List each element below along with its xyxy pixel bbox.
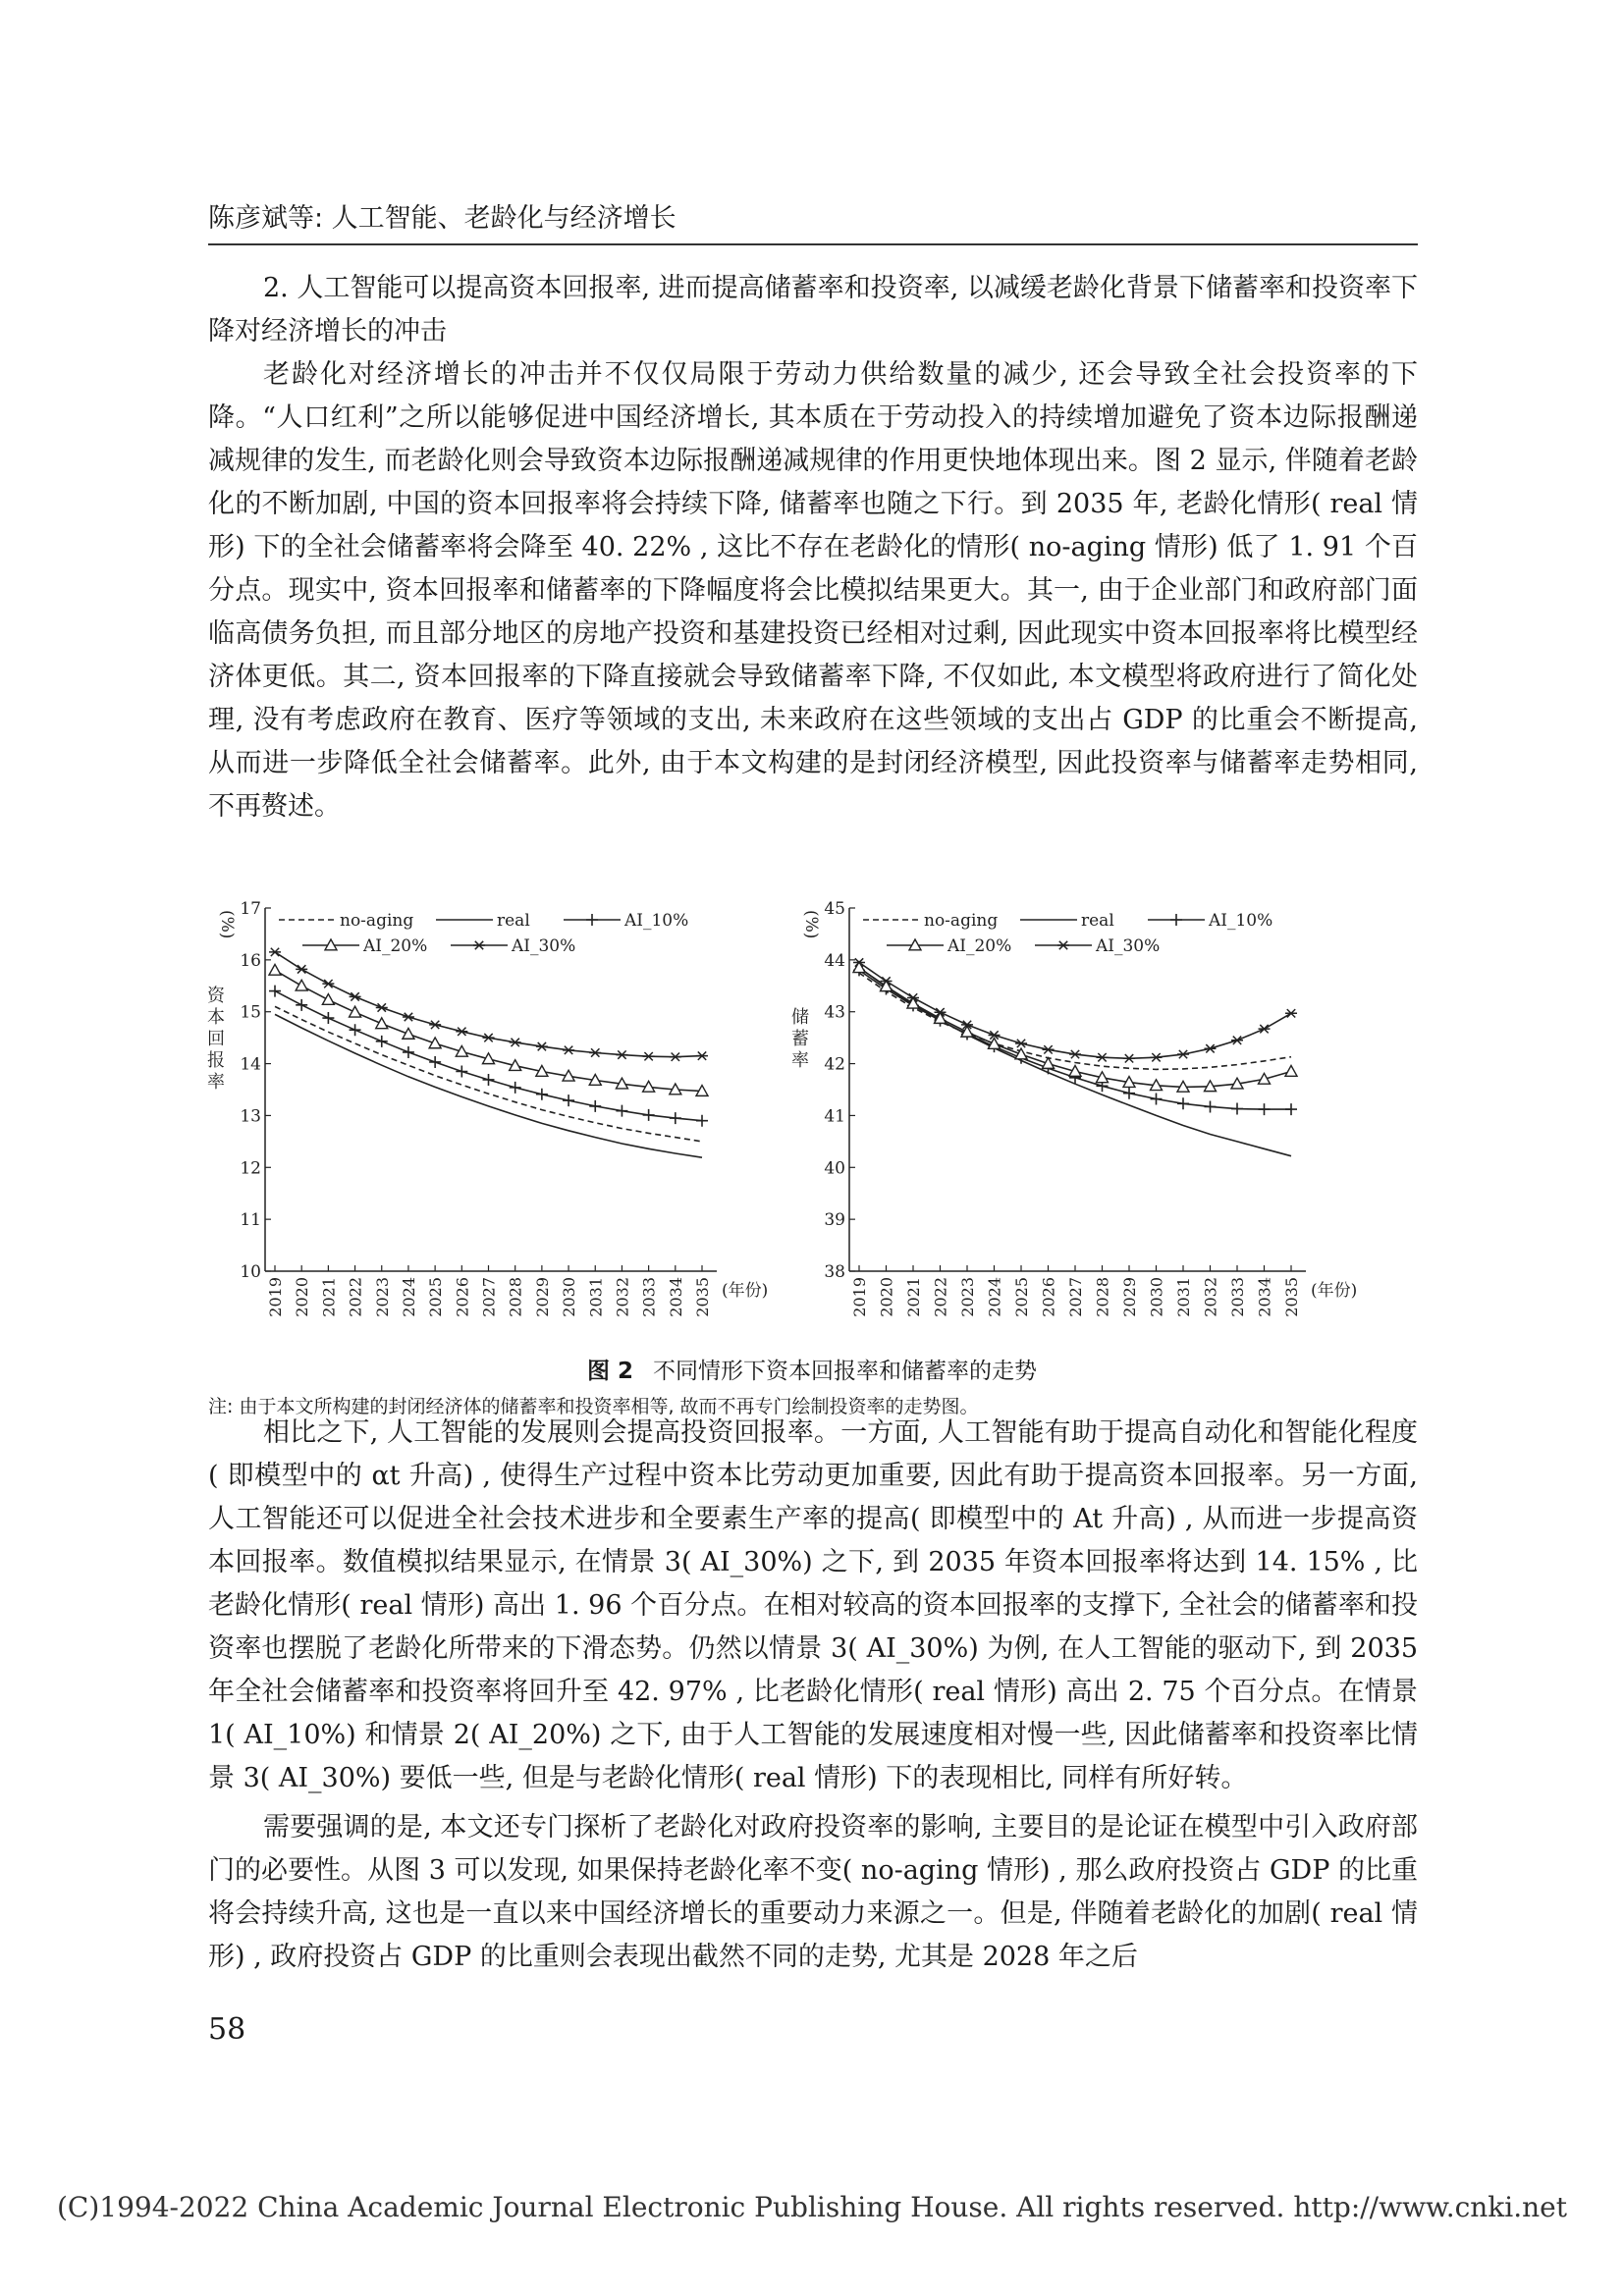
x-tick-label: 2035 <box>1282 1277 1301 1317</box>
x-tick-label: 2035 <box>693 1277 712 1317</box>
legend-item-real <box>436 911 530 931</box>
x-tick-label: 2024 <box>985 1277 1004 1317</box>
data-point <box>989 1038 1001 1048</box>
data-point <box>536 1042 548 1050</box>
x-tick-label: 2032 <box>1201 1277 1220 1317</box>
x-tick-label: 2033 <box>1228 1277 1247 1317</box>
x-tick-label: 2033 <box>639 1277 659 1317</box>
legend-label: AI_30% <box>512 936 576 956</box>
data-point <box>670 1053 681 1061</box>
data-point <box>350 1006 361 1017</box>
figure-caption-text: 不同情形下资本回报率和储蓄率的走势 <box>653 1359 1037 1384</box>
x-tick-label: 2019 <box>266 1277 285 1317</box>
x-axis-label: (年份) <box>722 1281 769 1301</box>
legend-label: real <box>497 911 530 931</box>
data-point <box>456 1066 467 1078</box>
y-tick-label: 11 <box>240 1210 261 1231</box>
legend-item-AI_20% <box>302 936 427 956</box>
data-point <box>456 1028 467 1036</box>
legend-label: no-aging <box>924 911 999 931</box>
y-tick-label: 45 <box>824 899 845 919</box>
data-point <box>589 1100 601 1112</box>
data-point <box>696 1051 708 1059</box>
running-header: 陈彦斌等: 人工智能、老龄化与经济增长 <box>208 203 677 234</box>
data-point <box>296 999 307 1011</box>
data-point <box>1285 1066 1297 1077</box>
data-point <box>350 992 361 1000</box>
chart-panel-1 <box>207 899 768 1317</box>
x-tick-label: 2028 <box>1093 1277 1112 1317</box>
x-tick-label: 2031 <box>1174 1277 1193 1317</box>
legend-marker <box>473 941 485 949</box>
x-tick-label: 2021 <box>319 1277 339 1317</box>
data-point <box>483 1074 495 1086</box>
legend-item-AI_10% <box>1148 911 1272 931</box>
paragraph: 老龄化对经济增长的冲击并不仅仅局限于劳动力供给数量的减少, 还会导致全社会投资率的下降。“人口红利”之所以能够促进中国经济增长, 其本质在于劳动投入的持续增加避免了资本边际报酬递减规律的发生, 而老龄化则会导致资本边际报酬递减规律的作用更快地体现出来。图 2 显示, 伴随着老龄化的不断加剧, 中国的资本回报率将会持续下降, 储蓄率也随之下行。到 2035 年, 老龄化情形( real 情形) 下的全社会储蓄率将会降至 40. 22% , 这比不存在老龄化的情形( no-aging 情形) 低了 1. 91 个百分点。现实中, 资本回报率和储蓄率的下降幅度将会比模拟结果更大。其一, 由于企业部门和政府部门面临高债务负担, 而且部分地区的房地产投资和基建投资已经相对过剩, 因此现实中资本回报率将比模型经济体更低。其二, 资本回报率的下降直接就会导致储蓄率下降, 不仅如此, 本文模型将政府进行了简化处理, 没有考虑政府在教育、医疗等领域的支出, 未来政府在这些领域的支出占 GDP 的比重会不断提高, 从而进一步降低全社会储蓄率。此外, 由于本文构建的是封闭经济模型, 因此投资率与储蓄率走势相同, 不再赘述。 <box>208 359 1418 822</box>
data-point <box>322 994 334 1005</box>
data-point <box>1177 1050 1189 1058</box>
x-tick-label: 2023 <box>958 1277 977 1317</box>
x-tick-label: 2020 <box>293 1277 312 1317</box>
y-tick-label: 41 <box>824 1106 845 1127</box>
legend-item-real <box>1020 911 1114 931</box>
y-unit-label: (%) <box>217 910 237 939</box>
x-tick-label: 2026 <box>1039 1277 1058 1317</box>
body-text-top <box>208 267 1418 828</box>
data-point <box>696 1115 708 1127</box>
data-point <box>1151 1094 1163 1105</box>
y-tick-label: 38 <box>824 1262 845 1282</box>
legend-label: AI_10% <box>1209 911 1273 931</box>
data-point <box>643 1052 655 1060</box>
body-text-bottom <box>208 1412 1418 1979</box>
x-tick-label: 2022 <box>931 1277 950 1317</box>
series-AI_20% <box>853 962 1297 1092</box>
x-tick-label: 2024 <box>399 1277 418 1317</box>
legend-item-AI_20% <box>887 936 1011 956</box>
data-point <box>1015 1040 1027 1047</box>
data-point <box>616 1050 627 1058</box>
legend-label: AI_20% <box>363 936 428 956</box>
paragraph: 需要强调的是, 本文还专门探析了老龄化对政府投资率的影响, 主要目的是论证在模型中引入政府部门的必要性。从图 3 可以发现, 如果保持老龄化率不变( no-aging 情形) , 那么政府投资占 GDP 的比重将会持续升高, 这也是一直以来中国经济增长的重要动力来源之一。但是, 伴随着老龄化的加剧( real 情形) , 政府投资占 GDP 的比重则会表现出截然不同的走势, 尤其是 2028 年之后 <box>208 1812 1418 1972</box>
data-point <box>296 980 307 990</box>
legend <box>279 911 688 956</box>
data-point <box>403 1046 414 1058</box>
data-point <box>1259 1103 1271 1115</box>
x-tick-label: 2027 <box>1066 1277 1085 1317</box>
series-AI_10% <box>853 964 1297 1115</box>
section-heading: 2. 人工智能可以提高资本回报率, 进而提高储蓄率和投资率, 以减缓老龄化背景下储蓄率和投资率下降对经济增长的冲击 <box>208 273 1418 347</box>
legend-label: real <box>1081 911 1114 931</box>
data-point <box>1231 1037 1243 1044</box>
y-unit-label: (%) <box>801 910 821 939</box>
x-tick-label: 2028 <box>506 1277 525 1317</box>
data-point <box>563 1046 574 1054</box>
legend-label: AI_30% <box>1096 936 1161 956</box>
x-tick-label: 2022 <box>346 1277 365 1317</box>
y-tick-label: 42 <box>824 1054 845 1075</box>
figure-note: 注: 由于本文所构建的封闭经济体的储蓄率和投资率相等, 故而不再专门绘制投资率的走势图。 <box>208 1396 979 1417</box>
x-tick-label: 2021 <box>904 1277 923 1317</box>
y-tick-label: 15 <box>240 1002 261 1023</box>
legend-marker <box>1170 914 1182 926</box>
y-tick-label: 39 <box>824 1210 845 1231</box>
data-point <box>403 1013 414 1021</box>
x-tick-label: 2030 <box>1147 1277 1166 1317</box>
legend-item-no-aging <box>279 911 413 931</box>
data-point <box>1177 1097 1189 1109</box>
copyright-footer: (C)1994-2022 China Academic Journal Electronic Publishing House. All rights reserved. http://www.cnki.net <box>56 2191 1567 2223</box>
data-point <box>269 964 281 975</box>
y-tick-label: 17 <box>240 899 261 919</box>
paragraph: 相比之下, 人工智能的发展则会提高投资回报率。一方面, 人工智能有助于提高自动化和智能化程度( 即模型中的 αt 升高) , 使得生产过程中资本比劳动更加重要, 因此有助于提高资本回报率。另一方面, 人工智能还可以促进全社会技术进步和全要素生产率的提高( 即模型中的 At 升高) , 从而进一步提高资本回报率。数值模拟结果显示, 在情景 3( AI_30%) 之下, 到 2035 年资本回报率将达到 14. 15% , 比老龄化情形( real 情形) 高出 1. 96 个百分点。在相对较高的资本回报率的支撑下, 全社会的储蓄率和投资率也摆脱了老龄化所带来的下滑态势。仍然以情景 3( AI_30%) 为例, 在人工智能的驱动下, 到 2035 年全社会储蓄率和投资率将回升至 42. 97% , 比老龄化情形( real 情形) 高出 2. 75 个百分点。在情景 1( AI_10%) 和情景 2( AI_20%) 之下, 由于人工智能的发展速度相对慢一些, 因此储蓄率和投资率比情景 3( AI_30%) 要低一些, 但是与老龄化情形( real 情形) 下的表现相比, 同样有所好转。 <box>208 1417 1418 1793</box>
header-rule <box>208 243 1418 245</box>
data-point <box>429 1021 441 1029</box>
x-tick-label: 2034 <box>1255 1277 1274 1317</box>
y-tick-label: 16 <box>240 950 261 971</box>
figure-caption-label: 图 2 <box>586 1359 633 1384</box>
legend-marker <box>1057 941 1069 949</box>
data-point <box>429 1056 441 1068</box>
x-tick-label: 2025 <box>426 1277 446 1317</box>
legend-item-AI_30% <box>451 936 575 956</box>
data-point <box>1205 1044 1217 1052</box>
x-tick-label: 2034 <box>666 1277 685 1317</box>
x-tick-label: 2032 <box>613 1277 632 1317</box>
data-point <box>269 986 281 997</box>
y-tick-label: 40 <box>824 1158 845 1179</box>
y-tick-label: 43 <box>824 1002 845 1023</box>
x-tick-label: 2031 <box>586 1277 606 1317</box>
data-point <box>376 1036 388 1047</box>
data-point <box>322 1012 334 1024</box>
data-point <box>510 1039 521 1046</box>
data-point <box>536 1089 548 1100</box>
data-point <box>1151 1053 1163 1061</box>
data-point <box>1097 1053 1109 1061</box>
chart-panel-2 <box>791 899 1357 1317</box>
x-tick-label: 2026 <box>453 1277 472 1317</box>
x-tick-label: 2029 <box>1120 1277 1139 1317</box>
series-line <box>859 970 1291 1109</box>
data-point <box>350 1024 361 1036</box>
x-tick-label: 2019 <box>850 1277 869 1317</box>
x-tick-label: 2029 <box>532 1277 552 1317</box>
data-point <box>1285 1103 1297 1115</box>
legend-label: no-aging <box>340 911 414 931</box>
data-point <box>643 1109 655 1121</box>
legend-marker <box>586 914 598 926</box>
data-point <box>1123 1054 1135 1062</box>
page-number: 58 <box>208 2012 246 2047</box>
figure-2 <box>196 888 1434 1320</box>
legend-label: AI_20% <box>947 936 1012 956</box>
legend <box>863 911 1272 956</box>
data-point <box>1043 1045 1055 1053</box>
x-tick-label: 2030 <box>560 1277 579 1317</box>
x-tick-label: 2027 <box>479 1277 499 1317</box>
data-point <box>1069 1050 1081 1058</box>
y-tick-label: 13 <box>240 1106 261 1127</box>
data-point <box>589 1048 601 1056</box>
data-point <box>670 1112 681 1124</box>
legend-label: AI_10% <box>624 911 689 931</box>
data-point <box>1231 1103 1243 1115</box>
data-point <box>1123 1088 1135 1099</box>
data-point <box>403 1028 414 1039</box>
legend-item-AI_10% <box>564 911 688 931</box>
data-point <box>563 1095 574 1106</box>
x-tick-label: 2020 <box>877 1277 896 1317</box>
data-point <box>1205 1100 1217 1112</box>
x-tick-label: 2025 <box>1012 1277 1031 1317</box>
x-axis-label: (年份) <box>1311 1281 1358 1301</box>
data-point <box>483 1034 495 1041</box>
y-tick-label: 44 <box>824 950 845 971</box>
data-point <box>616 1105 627 1117</box>
y-tick-label: 12 <box>240 1158 261 1179</box>
figure-caption <box>0 1353 1624 1385</box>
y-axis-label: 资本回报率 <box>207 986 225 1093</box>
data-point <box>376 1003 388 1011</box>
y-tick-label: 14 <box>240 1054 261 1075</box>
y-axis-label: 储蓄率 <box>791 1007 809 1071</box>
x-tick-label: 2023 <box>372 1277 392 1317</box>
legend-item-no-aging <box>863 911 998 931</box>
y-tick-label: 10 <box>240 1262 261 1282</box>
legend-item-AI_30% <box>1035 936 1160 956</box>
data-point <box>510 1082 521 1094</box>
data-point <box>376 1018 388 1029</box>
